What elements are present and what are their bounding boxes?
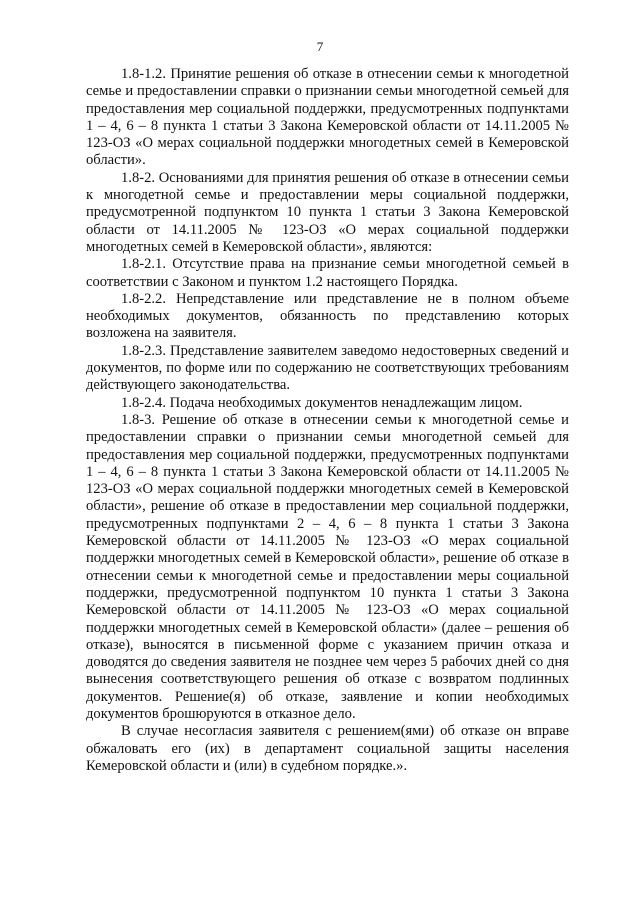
page-number: 7 <box>316 39 324 54</box>
paragraph-appeal: В случае несогласия заявителя с решением(ями) об отказе он вправе обжаловать его (их) в департамент социальной защиты населения Кемеровской области и (или) в судебном порядке.». <box>86 723 569 774</box>
paragraph-1-8-3: 1.8-3. Решение об отказе в отнесении семьи к многодетной семье и предоставлении справки о признании семьи многодетной семьей для предоставления мер социальной поддержки, предусмотренных подпунктами 1 – 4, 6 – 8 пункта 1 статьи 3 Закона Кемеровской области от 14.11.2005 № 123-ОЗ «О мерах социальной поддержки многодетных семей в Кемеровской области», решение об отказе в предоставлении мер социальной поддержки, предусмотренных подпунктами 2 – 4, 6 – 8 пункта 1 статьи 3 Закона Кемеровской области от 14.11.2005 № 123-ОЗ «О мерах социальной поддержки многодетных семей в Кемеровской области», решение об отказе в отнесении семьи к многодетной семье и предоставлении меры социальной поддержки, предусмотренной подпунктом 10 пункта 1 статьи 3 Закона Кемеровской области от 14.11.2005 № 123-ОЗ «О мерах социальной поддержки многодетных семей в Кемеровской области» (далее – решения об отказе), выносятся в письменной форме с указанием причин отказа и доводятся до сведения заявителя не позднее чем через 5 рабочих дней со дня вынесения соответствующего решения об отказе с возвратом подлинных документов. Решение(я) об отказе, заявление и копии необходимых документов брошюруются в отказное дело. <box>86 411 569 722</box>
document-body <box>86 66 569 775</box>
paragraph-1-8-2: 1.8-2. Основаниями для принятия решения об отказе в отнесении семьи к многодетной семье и предоставлении меры социальной поддержки, предусмотренной подпунктом 10 пункта 1 статьи 3 Закона Кемеровской области от 14.11.2005 № 123-ОЗ «О мерах социальной поддержки многодетных семей в Кемеровской области», являются: <box>86 169 569 255</box>
paragraph-1-8-2-1: 1.8-2.1. Отсутствие права на признание семьи многодетной семьей в соответствии с Законом и пунктом 1.2 настоящего Порядка. <box>86 256 569 290</box>
paragraph-1-8-2-4: 1.8-2.4. Подача необходимых документов ненадлежащим лицом. <box>121 394 523 411</box>
paragraph-1-8-2-2: 1.8-2.2. Непредставление или представление не в полном объеме необходимых документов, обязанность по представлению которых возложена на заявителя. <box>86 290 569 342</box>
paragraph-1-8-1-2: 1.8-1.2. Принятие решения об отказе в отнесении семьи к многодетной семье и предоставлении справки о признании семьи многодетной семьей для предоставления мер социальной поддержки, предусмотренных подпунктами 1 – 4, 6 – 8 пункта 1 статьи 3 Закона Кемеровской области от 14.11.2005 № 123-ОЗ «О мерах социальной поддержки многодетных семей в Кемеровской области». <box>86 66 569 169</box>
paragraph-1-8-2-3: 1.8-2.3. Представление заявителем заведомо недостоверных сведений и документов, по форме или по содержанию не соответствующих требованиям действующего законодательства. <box>86 342 569 394</box>
